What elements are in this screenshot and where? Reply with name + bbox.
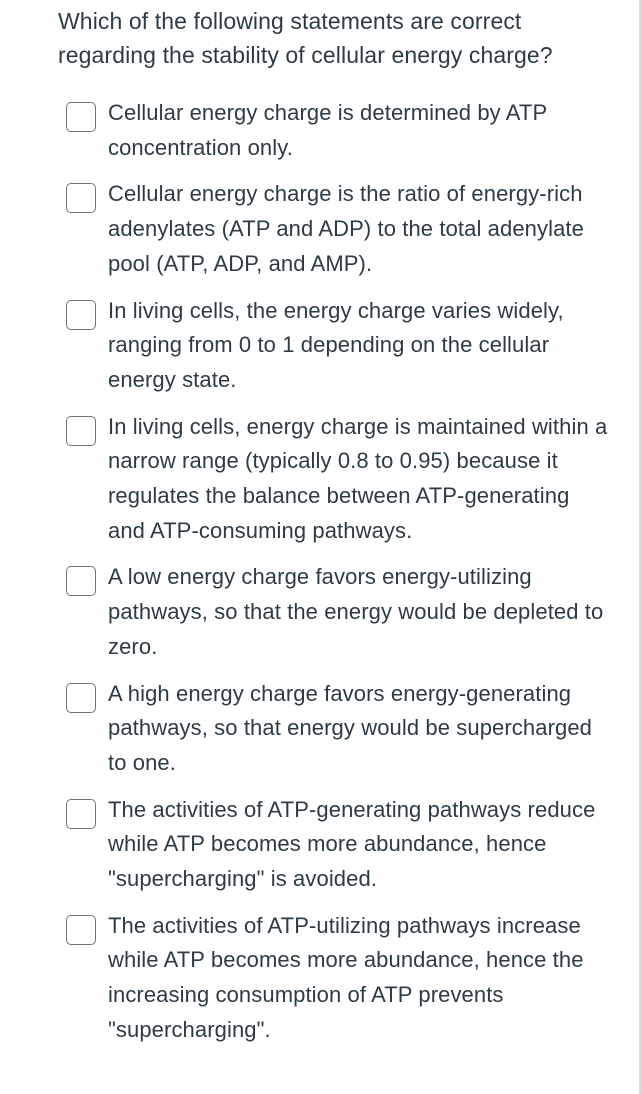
option-checkbox[interactable] [66, 300, 96, 330]
option-label[interactable]: The activities of ATP-utilizing pathways increase while ATP becomes more abundance, hence the increasing consumption of ATP prevents "supercharging". [108, 912, 584, 1042]
option-checkbox[interactable] [66, 183, 96, 213]
question-text: Which of the following statements are correct regarding the stability of cellular energy charge? [58, 8, 553, 68]
option-label[interactable]: The activities of ATP-generating pathways reduce while ATP becomes more abundance, hence "supercharging" is avoided. [108, 796, 596, 892]
option-label[interactable]: A low energy charge favors energy-utilizing pathways, so that the energy would be depleted to zero. [108, 564, 604, 659]
answer-option[interactable] [0, 410, 642, 549]
option-checkbox[interactable] [66, 102, 96, 132]
answer-option[interactable] [0, 793, 642, 897]
option-checkbox[interactable] [66, 566, 96, 596]
option-label[interactable]: Cellular energy charge is the ratio of energy-rich adenylates (ATP and ADP) to the total adenylate pool (ATP, ADP, and AMP). [108, 181, 584, 276]
answer-option[interactable] [0, 677, 642, 781]
option-checkbox[interactable] [66, 683, 96, 713]
option-label[interactable]: A high energy charge favors energy-generating pathways, so that energy would be supercharged to one. [108, 680, 593, 775]
option-label[interactable]: Cellular energy charge is determined by ATP concentration only. [108, 100, 547, 160]
option-checkbox[interactable] [66, 416, 96, 446]
answer-option[interactable] [0, 909, 642, 1048]
answer-option[interactable] [0, 560, 642, 664]
answer-option[interactable] [0, 177, 642, 281]
option-checkbox[interactable] [66, 799, 96, 829]
answer-option[interactable] [0, 96, 642, 165]
option-label[interactable]: In living cells, the energy charge varies widely, ranging from 0 to 1 depending on the cellular energy state. [108, 297, 564, 392]
answer-options-list [0, 96, 642, 1060]
answer-option[interactable] [0, 294, 642, 398]
option-label[interactable]: In living cells, energy charge is maintained within a narrow range (typically 0.8 to 0.95) because it regulates the balance between ATP-generating and ATP-consuming pathways. [108, 413, 608, 543]
option-checkbox[interactable] [66, 915, 96, 945]
